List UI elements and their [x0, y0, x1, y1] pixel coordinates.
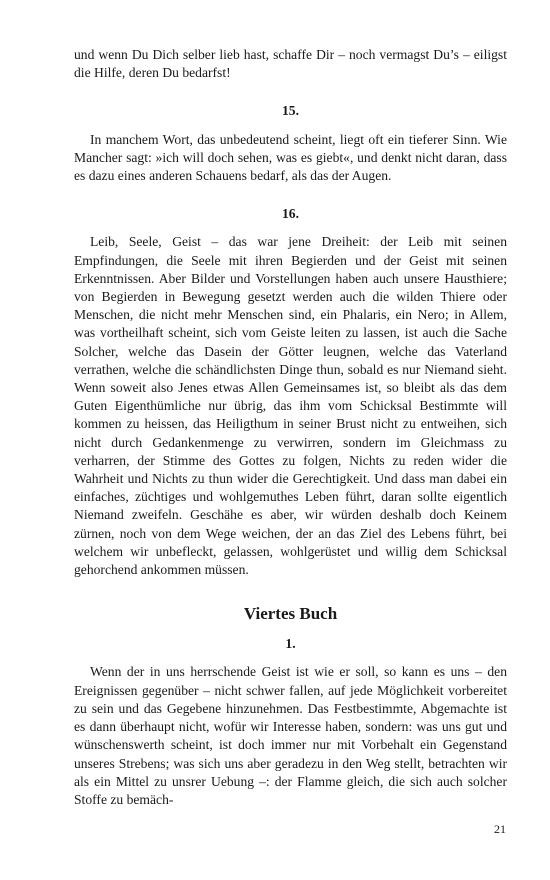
continuation-paragraph: und wenn Du Dich selber lieb hast, schaffe Dir – noch vermagst Du’s – eiligst die Hilfe, deren Du bedarfst!	[74, 47, 507, 81]
section-number-16: 16.	[282, 206, 299, 222]
book-section-number-1: 1.	[285, 636, 296, 652]
book-title: Viertes Buch	[243, 604, 338, 624]
text-column	[74, 46, 507, 809]
book-section-1-paragraph: Wenn der in uns herrschende Geist ist wie er soll, so kann es uns – den Ereignissen gegenüber – nicht schwer fallen, auf jede Möglichkeit vorbereitet zu sein und das Gegebene hinzunehmen. Das Festbestimmte, Abgemachte ist es dann überhaupt nicht, wofür wir Interesse haben, sondern: was uns gut und wünschenswerth scheint, ist doch immer nur mit Vorbehalt ein Gegenstand unseres Strebens; was sich uns aber geradezu in den Weg stellt, betrachten wir als ein Mittel zu unsrer Uebung –: der Flamme gleich, die sich auch solcher Stoffe zu bemäch-	[74, 664, 507, 807]
page-number: 21	[494, 822, 506, 836]
section-16-paragraph: Leib, Seele, Geist – das war jene Dreiheit: der Leib mit seinen Empfindungen, die Seele mit ihren Begierden und der Geist mit seinen Erkenntnissen. Aber Bilder und Vorstellungen haben auch unsere Hausthiere; von Begierden in Bewegung gesetzt werden auch die wilden Thiere oder Menschen, die nicht mehr Menschen sind, ein Phalaris, ein Nero; in Allem, was vortheilhaft scheint, sich vom Geiste leiten zu lassen, ist auch die Sache Solcher, welche das Dasein der Götter leugnen, welche das Vaterland verrathen, welche die schändlichsten Dinge thun, sobald es nur Niemand sieht. Wenn soweit also Jenes etwas Allen Gemeinsames ist, so bleibt als das dem Guten Eigenthümliche nur übrig, das ihm vom Schicksal Bestimmte will kommen zu heissen, das Heiligthum in seiner Brust nicht zu entweihen, sich nicht durch Gedankenmenge zu verwirren, sondern im Gleichmass zu verharren, der Stimme des Gottes zu folgen, Nichts zu reden wider die Wahrheit und Nichts zu thun wider die Gerechtigkeit. Und dass man dabei ein einfaches, züchtiges und wohlgemuthes Leben führt, daran sollte eigentlich Niemand zweifeln. Geschähe es aber, wir würden deshalb doch Keinem zürnen, noch von dem Wege weichen, der an das Ziel des Lebens führt, bei welchem wir unbefleckt, gelassen, wohlgerüstet und willig dem Schicksal gehorchend ankommen müssen.	[74, 234, 507, 578]
section-number-15: 15.	[282, 103, 299, 119]
section-15-paragraph: In manchem Wort, das unbedeutend scheint, liegt oft ein tieferer Sinn. Wie Mancher sagt: »ich will doch sehen, was es giebt«, und denkt nicht daran, dass es dazu eines anderen Schauens bedarf, als das der Augen.	[74, 131, 507, 184]
